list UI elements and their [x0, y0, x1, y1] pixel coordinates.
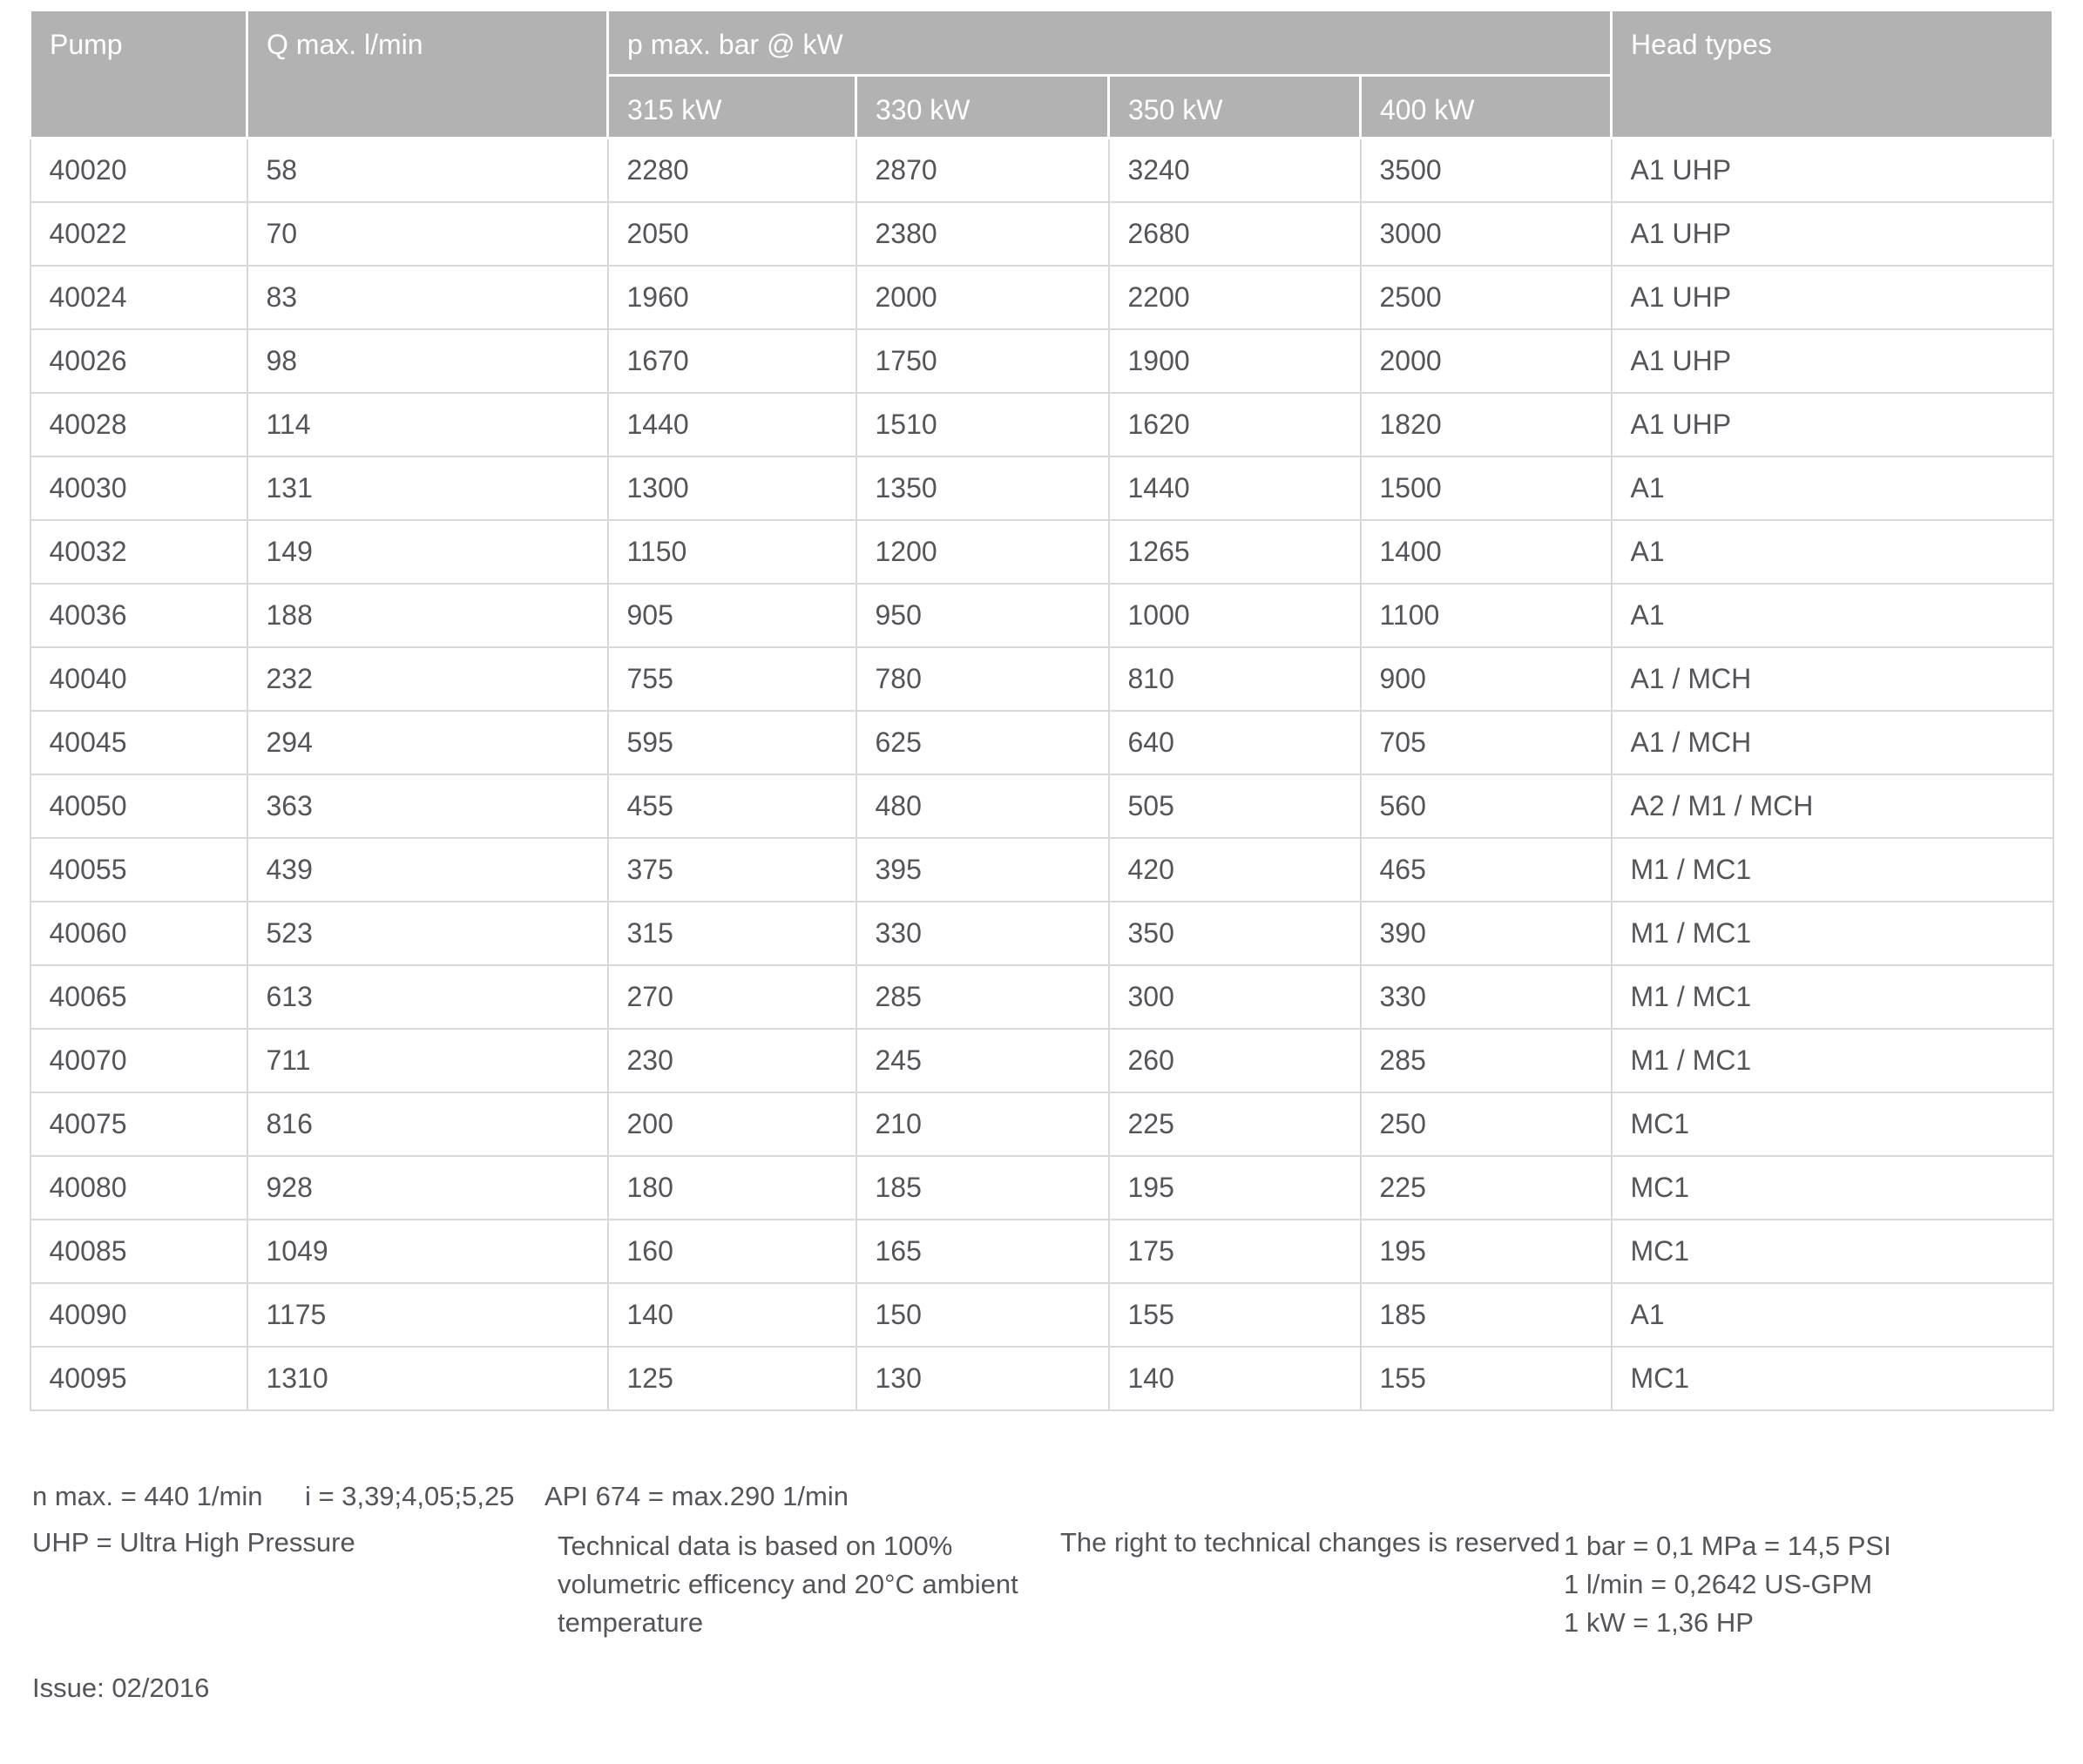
header-pump: Pump: [30, 10, 247, 139]
table-cell: 1400: [1361, 520, 1612, 584]
table-cell: 465: [1361, 838, 1612, 902]
table-row: [30, 1156, 2053, 1220]
table-cell: 165: [856, 1220, 1109, 1283]
table-cell: 185: [856, 1156, 1109, 1220]
table-cell: 560: [1361, 774, 1612, 838]
table-cell: 2200: [1109, 266, 1361, 329]
table-cell: 420: [1109, 838, 1361, 902]
table-cell: A1 UHP: [1612, 329, 2053, 393]
table-cell: A2 / M1 / MCH: [1612, 774, 2053, 838]
table-cell: 363: [247, 774, 608, 838]
table-cell: 705: [1361, 711, 1612, 774]
table-cell: 185: [1361, 1283, 1612, 1347]
table-cell: A1 UHP: [1612, 393, 2053, 456]
table-cell: 294: [247, 711, 608, 774]
table-cell: 180: [608, 1156, 856, 1220]
table-cell: 1620: [1109, 393, 1361, 456]
table-row: [30, 584, 2053, 647]
table-cell: 900: [1361, 647, 1612, 711]
table-cell: 40065: [30, 965, 247, 1029]
note-i-ratio: i = 3,39;4,05;5,25: [305, 1481, 515, 1511]
table-cell: 395: [856, 838, 1109, 902]
table-cell: 40022: [30, 202, 247, 266]
table-cell: 250: [1361, 1092, 1612, 1156]
table-row: [30, 965, 2053, 1029]
technical-note-line2: volumetric efficency and 20°C ambient: [558, 1569, 1018, 1599]
table-cell: 2680: [1109, 202, 1361, 266]
table-cell: A1 UHP: [1612, 202, 2053, 266]
table-row: [30, 266, 2053, 329]
table-cell: 1670: [608, 329, 856, 393]
table-cell: M1 / MC1: [1612, 1029, 2053, 1092]
table-row: [30, 838, 2053, 902]
table-cell: 149: [247, 520, 608, 584]
table-cell: 125: [608, 1347, 856, 1410]
table-cell: A1: [1612, 456, 2053, 520]
table-cell: 40070: [30, 1029, 247, 1092]
table-cell: 3000: [1361, 202, 1612, 266]
table-cell: 523: [247, 902, 608, 965]
table-cell: 480: [856, 774, 1109, 838]
table-cell: 1900: [1109, 329, 1361, 393]
table-cell: 130: [856, 1347, 1109, 1410]
header-head-types: Head types: [1612, 10, 2053, 139]
issue-date: Issue: 02/2016: [32, 1673, 210, 1703]
table-cell: 1265: [1109, 520, 1361, 584]
table-cell: 140: [1109, 1347, 1361, 1410]
table-cell: 40036: [30, 584, 247, 647]
table-cell: 232: [247, 647, 608, 711]
header-315kw: 315 kW: [608, 76, 856, 139]
technical-note: [558, 1527, 1045, 1642]
table-cell: 439: [247, 838, 608, 902]
header-400kw: 400 kW: [1361, 76, 1612, 139]
table-cell: 40032: [30, 520, 247, 584]
table-cell: 950: [856, 584, 1109, 647]
table-cell: 40024: [30, 266, 247, 329]
table-cell: 225: [1361, 1156, 1612, 1220]
table-cell: 928: [247, 1156, 608, 1220]
table-cell: 505: [1109, 774, 1361, 838]
table-row: [30, 774, 2053, 838]
table-cell: 210: [856, 1092, 1109, 1156]
table-cell: 40090: [30, 1283, 247, 1347]
table-cell: 40020: [30, 139, 247, 202]
table-cell: 330: [856, 902, 1109, 965]
table-cell: 245: [856, 1029, 1109, 1092]
header-pmax-group: p max. bar @ kW: [608, 10, 1612, 76]
table-cell: 40060: [30, 902, 247, 965]
conversion-bar: 1 bar = 0,1 MPa = 14,5 PSI: [1564, 1531, 1891, 1561]
table-cell: MC1: [1612, 1092, 2053, 1156]
table-cell: 625: [856, 711, 1109, 774]
table-cell: 1960: [608, 266, 856, 329]
table-cell: 1310: [247, 1347, 608, 1410]
table-row: [30, 139, 2053, 202]
table-cell: 83: [247, 266, 608, 329]
table-cell: 390: [1361, 902, 1612, 965]
table-cell: 595: [608, 711, 856, 774]
table-cell: 40085: [30, 1220, 247, 1283]
table-cell: 155: [1361, 1347, 1612, 1410]
header-330kw: 330 kW: [856, 76, 1109, 139]
table-cell: 200: [608, 1092, 856, 1156]
table-cell: 1049: [247, 1220, 608, 1283]
table-cell: M1 / MC1: [1612, 902, 2053, 965]
table-cell: 1820: [1361, 393, 1612, 456]
table-cell: 905: [608, 584, 856, 647]
table-cell: 2000: [1361, 329, 1612, 393]
table-cell: 40080: [30, 1156, 247, 1220]
table-cell: 1510: [856, 393, 1109, 456]
table-cell: A1: [1612, 520, 2053, 584]
table-cell: 810: [1109, 647, 1361, 711]
table-cell: 816: [247, 1092, 608, 1156]
table-cell: 2500: [1361, 266, 1612, 329]
table-row: [30, 520, 2053, 584]
table-cell: 1440: [1109, 456, 1361, 520]
table-cell: M1 / MC1: [1612, 838, 2053, 902]
table-cell: 40055: [30, 838, 247, 902]
table-row: [30, 1092, 2053, 1156]
table-cell: 455: [608, 774, 856, 838]
unit-conversions: [1564, 1527, 1891, 1642]
table-cell: 40040: [30, 647, 247, 711]
header-350kw: 350 kW: [1109, 76, 1361, 139]
table-cell: 613: [247, 965, 608, 1029]
table-cell: 114: [247, 393, 608, 456]
header-qmax: Q max. l/min: [247, 10, 608, 139]
conversion-lmin: 1 l/min = 0,2642 US-GPM: [1564, 1569, 1873, 1599]
table-cell: 1500: [1361, 456, 1612, 520]
table-cell: 40075: [30, 1092, 247, 1156]
table-row: [30, 456, 2053, 520]
table-cell: 2280: [608, 139, 856, 202]
table-cell: 1000: [1109, 584, 1361, 647]
table-cell: 58: [247, 139, 608, 202]
table-cell: 1100: [1361, 584, 1612, 647]
table-cell: 225: [1109, 1092, 1361, 1156]
table-cell: 640: [1109, 711, 1361, 774]
table-body: [30, 139, 2053, 1410]
table-cell: 98: [247, 329, 608, 393]
table-cell: 285: [856, 965, 1109, 1029]
table-cell: M1 / MC1: [1612, 965, 2053, 1029]
table-cell: 131: [247, 456, 608, 520]
table-cell: 260: [1109, 1029, 1361, 1092]
table-cell: 175: [1109, 1220, 1361, 1283]
note-n-max: n max. = 440 1/min: [32, 1481, 263, 1511]
table-cell: 160: [608, 1220, 856, 1283]
table-row: [30, 1283, 2053, 1347]
table-cell: 188: [247, 584, 608, 647]
table-cell: 230: [608, 1029, 856, 1092]
table-row: [30, 393, 2053, 456]
table-row: [30, 202, 2053, 266]
table-cell: 711: [247, 1029, 608, 1092]
uhp-legend: UHP = Ultra High Pressure: [32, 1527, 355, 1558]
note-api-674: API 674 = max.290 1/min: [544, 1481, 849, 1511]
technical-note-line1: Technical data is based on 100%: [558, 1531, 953, 1561]
table-cell: 155: [1109, 1283, 1361, 1347]
table-cell: 375: [608, 838, 856, 902]
table-cell: 40045: [30, 711, 247, 774]
table-cell: 40028: [30, 393, 247, 456]
table-cell: 1150: [608, 520, 856, 584]
table-cell: 40030: [30, 456, 247, 520]
table-row: [30, 1220, 2053, 1283]
technical-note-line3: temperature: [558, 1607, 704, 1638]
table-cell: 195: [1361, 1220, 1612, 1283]
table-cell: A1: [1612, 1283, 2053, 1347]
table-cell: MC1: [1612, 1347, 2053, 1410]
table-cell: 285: [1361, 1029, 1612, 1092]
table-cell: 755: [608, 647, 856, 711]
conversion-kw: 1 kW = 1,36 HP: [1564, 1607, 1754, 1638]
table-cell: MC1: [1612, 1220, 2053, 1283]
table-cell: A1 / MCH: [1612, 647, 2053, 711]
table-cell: 1200: [856, 520, 1109, 584]
table-cell: 40050: [30, 774, 247, 838]
table-cell: A1 UHP: [1612, 139, 2053, 202]
table-row: [30, 902, 2053, 965]
table-cell: 40026: [30, 329, 247, 393]
table-cell: 2050: [608, 202, 856, 266]
table-row: [30, 647, 2053, 711]
table-footnotes: [32, 1481, 1078, 1516]
table-cell: 1440: [608, 393, 856, 456]
table-cell: 2380: [856, 202, 1109, 266]
table-cell: 2870: [856, 139, 1109, 202]
table-cell: 270: [608, 965, 856, 1029]
table-cell: 195: [1109, 1156, 1361, 1220]
table-row: [30, 329, 2053, 393]
table-cell: MC1: [1612, 1156, 2053, 1220]
table-cell: 1750: [856, 329, 1109, 393]
table-cell: 70: [247, 202, 608, 266]
table-cell: 1350: [856, 456, 1109, 520]
table-cell: 150: [856, 1283, 1109, 1347]
table-cell: 40095: [30, 1347, 247, 1410]
table-cell: 350: [1109, 902, 1361, 965]
table-row: [30, 1029, 2053, 1092]
table-cell: 3240: [1109, 139, 1361, 202]
table-row: [30, 1347, 2053, 1410]
table-cell: 780: [856, 647, 1109, 711]
table-cell: 2000: [856, 266, 1109, 329]
table-cell: 300: [1109, 965, 1361, 1029]
table-cell: A1 UHP: [1612, 266, 2053, 329]
table-cell: 330: [1361, 965, 1612, 1029]
table-cell: A1 / MCH: [1612, 711, 2053, 774]
pump-spec-table: [29, 9, 2054, 1411]
rights-note: The right to technical changes is reserved: [1060, 1527, 1560, 1558]
table-cell: 140: [608, 1283, 856, 1347]
table-cell: 1300: [608, 456, 856, 520]
table-cell: 315: [608, 902, 856, 965]
table-cell: 1175: [247, 1283, 608, 1347]
table-row: [30, 711, 2053, 774]
table-cell: A1: [1612, 584, 2053, 647]
table-header: [30, 10, 2053, 139]
table-cell: 3500: [1361, 139, 1612, 202]
